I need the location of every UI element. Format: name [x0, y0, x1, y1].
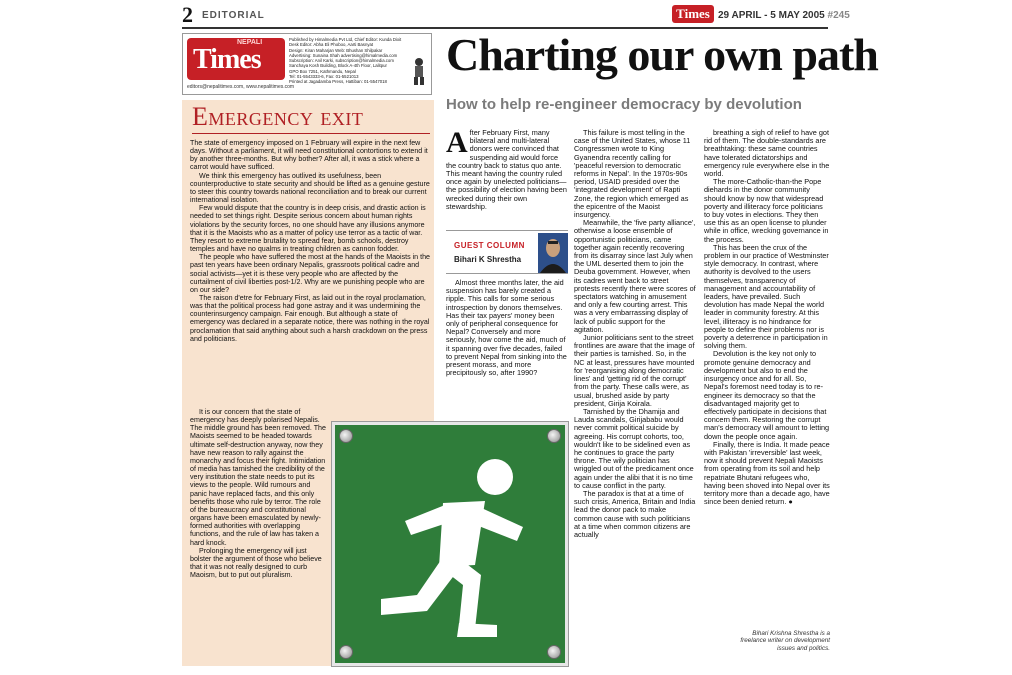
credit-line: Desk Editor: Abha Eli Phoboo, Aarti Basnyat — [289, 42, 374, 48]
editorial-title: Emergency exit — [192, 102, 364, 131]
article-paragraph: The paradox is that at a time of such crisis, America, Britain and India lead the donor pack to make common cause with such politicians at a time when common citizens are actually — [574, 488, 696, 539]
editorial-paragraph: Prolonging the emergency will just bolster the argument of those who believe that it was not really designed to curb Maoism, but to put out pluralism. — [190, 546, 322, 580]
article-column-1-continued — [446, 279, 568, 377]
credit-line: Design: Kiran Maharjan Web: Bhushan Shilpakar — [289, 47, 383, 53]
masthead-logo — [187, 38, 285, 80]
editorial-paragraph: It is our concern that the state of emergency has deeply polarised Nepalis. The middle ground has been removed. The Maoists seemed to be headed towards ultimate self-destruction anyway, now they have new reason to rally against the monarchy and focus their fight. Intimidation of media has tarnished the credibility of the very institution the state needs to put its views to the people. Wild rumours and panic have replaced facts, and this only benefits those who rule by terror. The role of the bureaucracy and constitutional organs have been emasculated by newly-formed authorities with overlapping functions, and the rule of law has taken a hard knock. — [190, 408, 326, 547]
section-label: EDITORIAL — [202, 10, 265, 21]
article-paragraph: Tarnished by the Dhamija and Lauda scandals, Girijababu would never commit political suicide by agreeing. His corrupt cohorts, too, wouldn't like to be sidelined even as he continues to grace the party throne. The wily politician has wriggled out of the predicament once again under the alibi that it is no time to cause conflict in the party. — [574, 406, 694, 490]
credit-line: Printed at Jagadamba Press, Hattiban: 01-5547018 — [289, 79, 387, 85]
editorial-body — [190, 139, 430, 343]
masthead — [182, 33, 432, 95]
drop-cap: A — [446, 126, 468, 159]
article-paragraph: This failure is most telling in the case of the United States, whose 11 Congressmen wrote to King Gyanendra recently calling for 'peaceful reversion to democratic reforms in Nepal'. In the 1970s-90s period, USAID presided over the 'integrated development' of Rapti Zone, the region which emerged as the epicentre of the Maoist insurgency. — [574, 128, 691, 220]
article-paragraph: Almost three months later, the aid suspension has barely created a ripple. This calls for some serious introspection by donors themselves. Has their tax payers' money been only of peripheral consequence for Nepal? Conversely and more seriously, how come the aid, much of it spanning over five decades, failed to prevent Nepal from sinking into the present morass, and more precipitously so, after 1990? — [446, 278, 567, 378]
credit-line: Advertising: Sunaina Shah advertising@himalmedia.com — [289, 52, 398, 58]
credit-line: Tel: 01-5543333-6, Fax: 01-5521013 — [289, 74, 359, 80]
credit-line: Subscription: Anil Karki, subscription@himalmedia.com — [289, 58, 394, 64]
article-paragraph: Junior politicians sent to the street frontlines are aware that the image of their parties is tarnished. So, in the NC at least, pressures have mounted for 'reorganising along democratic lines' and 'getting rid of the corrupt' from the party. These calls were, as usual, brushed aside by party president, Girija Koirala. — [574, 333, 695, 408]
article-standfirst: How to help re-engineer democracy by devolution — [446, 96, 802, 113]
editorial-rule — [192, 133, 430, 134]
issue-date — [718, 10, 850, 21]
issue-number: #245 — [827, 10, 850, 21]
masthead-contacts: editors@nepalitimes.com, www.nepalitimes.com — [187, 84, 295, 90]
article-paragraph — [446, 126, 568, 211]
author-bio: Bihari Krishna Shrestha is a freelance writer on development issues and politics. — [740, 630, 830, 652]
date-text: 29 APRIL - 5 MAY 2005 — [718, 10, 825, 21]
author-portrait — [538, 233, 568, 273]
credit-line: Published by Himalmedia Pvt Ltd, Chief Editor: Kunda Dixit — [289, 37, 402, 42]
article-column-1 — [446, 126, 568, 211]
header-logo: Times — [672, 5, 714, 23]
article-paragraph: breathing a sigh of relief to have got rid of them. The double-standards are breathtaking: these same countries have tolerated dictatorships and emergency rule everywhere else in the world. — [704, 128, 830, 179]
mascot-cartoon-icon — [409, 56, 429, 86]
editorial-paragraph: Few would dispute that the country is in deep crisis, and drastic action is needed to set things right. Despite serious concern about human rights violations by the security forces, no one should have any illusions anymore that it is the Maoists who as a matter of policy use terror as a tactic of war. They resort to extreme brutality to spread fear, bomb schools, destroy temples and have no qualms in treating children as cannon fodder. — [190, 204, 426, 254]
article-paragraph: Finally, there is India. It made peace with Pakistan 'irreversible' last week, now it should prevent Nepali Maoists from operating from its soil and help repatriate Bhutani refugees who, having been shoved into Nepal over its territory more than a decade ago, have since been denied return. ● — [704, 439, 830, 507]
exit-running-man-icon — [335, 425, 565, 663]
editorial-paragraph: The people who have suffered the most at the hands of the Maoists in the past ten years have been ordinary Nepalis, grassroots political cadre and social activists—yet it is these very people who are affected by the curtailment of civil liberties post-1/2. Why are we punishing people who are on our side? — [190, 253, 430, 294]
article-column-3 — [704, 129, 830, 506]
article-paragraph: This has been the crux of the problem in our practice of Westminster style democracy. In contrast, where authority is devolved to the users themselves, transparency of management and accountability of leaders, have prevailed. Such devolution has made Nepal the world leader in community forestry. At this level, illiteracy is no hindrance for people to define their problems nor is poverty a deterrence in participation in solving them. — [704, 242, 829, 351]
editorial-body-narrow — [190, 408, 328, 579]
exit-sign-photo — [332, 422, 568, 666]
guest-column-author: Bihari K Shrestha — [454, 255, 522, 264]
masthead-credits — [289, 37, 407, 85]
editorial-paragraph: The raison d'etre for February First, as laid out in the royal proclamation, was that the political process had gone astray and it was undermining the counterinsurgency campaign. Fair enough. But although a state of emergency was declared in a separate notice, there was nothing in the royal proclamation that said anything about such a harsh crackdown on the press and politicians. — [190, 293, 430, 343]
article-paragraph: Meanwhile, the 'five party alliance', otherwise a loose ensemble of opportunistic politicians, came together again recently recovering from its disarray since last July when the UML deserted them to join the Deuba government. However, when its cadres went back to street protests recently there were scores of spectators watching in amusement and only a few courting arrest. This was a very embarrassing display of lack of public support for the agitation. — [574, 218, 696, 334]
editorial-paragraph: The state of emergency imposed on 1 February will expire in the next few days. Without a parliament, it will need constitutional contortions to extend it by another three-months. But why bother? After all, it was a stick where a carrot would have sufficed. — [190, 139, 428, 172]
article-paragraph: The more-Catholic-than-the Pope diehards in the donor community should know by now that widespread poverty and illiteracy force politicians to buy votes in elections. They then use this as an open license to plunder while in office, wrecking governance in the process. — [704, 177, 829, 244]
guest-column-label: GUEST COLUMN — [454, 241, 525, 250]
guest-column-box — [446, 230, 568, 274]
article-paragraph: Devolution is the key not only to promote genuine democracy and development but also to end the insurgency once and for all. So, Nepal's foremost need today is to re-engineer its democracy so that the disadvantaged majority get to effectively participate in decisions that concern them. Restoring the corrupt man's democracy will amount to letting down the people once again. — [704, 349, 830, 441]
masthead-logo-nepali: NEPALI — [237, 39, 263, 46]
credit-line: GPO Box 7251, Kathmandu, Nepal — [289, 68, 356, 74]
masthead-logo-word: Times — [193, 44, 261, 75]
page-number: 2 — [182, 2, 193, 27]
credit-line: Sanchaya Kosh Building, Block A-4th Floor, Lalitpur — [289, 63, 387, 69]
editorial-paragraph: We think this emergency has outlived its usefulness, been counterproductive to state security and should be lifted as a genuine gesture to steer this country towards national reconciliation and to break our current international isolation. — [190, 171, 430, 205]
article-column-2 — [574, 129, 696, 539]
article-lead: fter February First, many bilateral and multi-lateral donors were convinced that suspending aid would force the country back to status quo ante. This meant having the country ruled once again by unelected politicians—the possibility of election having been wrecked during their own stewardship. — [446, 128, 567, 211]
article-headline: Charting our own path — [446, 29, 878, 80]
